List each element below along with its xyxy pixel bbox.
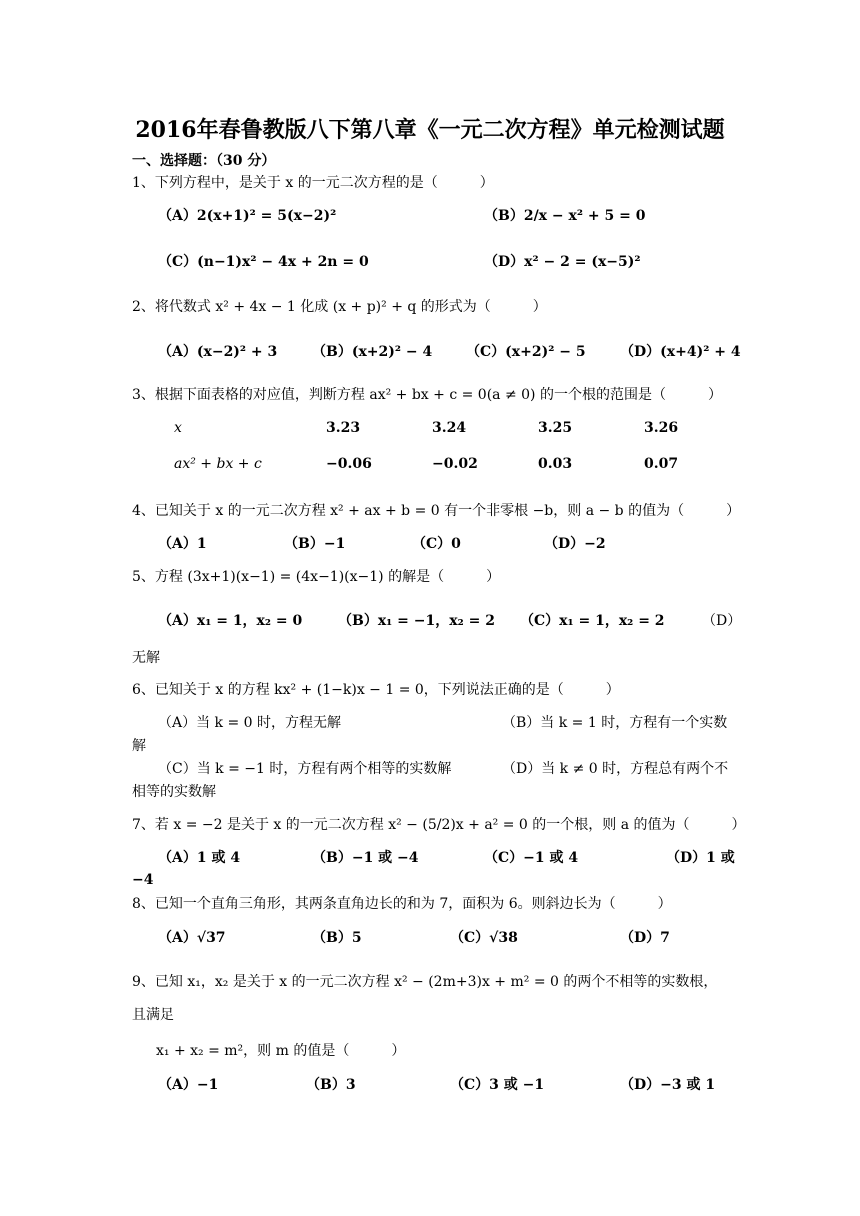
question-2-stem: 2、将代数式 x² + 4x − 1 化成 (x + p)² + q 的形式为（ ） xyxy=(132,299,547,315)
question-6-stem: 6、已知关于 x 的方程 kx² + (1−k)x − 1 = 0，下列说法正确的是（ ） xyxy=(132,682,620,698)
question-7-stem: 7、若 x = −2 是关于 x 的一元二次方程 x² − (5/2)x + a² = 0 的一个根，则 a 的值为（ ） xyxy=(132,817,746,833)
section-heading: 一、选择题：（30 分） xyxy=(132,153,276,169)
question-6-option-b-continued: 解 xyxy=(132,738,146,754)
page-title: 2016年春鲁教版八下第八章《一元二次方程》单元检测试题 xyxy=(135,117,725,143)
question-1-option-a: （A）2(x+1)² = 5(x−2)² xyxy=(158,208,337,224)
table-cell: 3.23 xyxy=(326,420,361,436)
question-6-option-d: （D）当 k ≠ 0 时，方程总有两个不 xyxy=(502,761,729,777)
question-9-stem-continued: 且满足 xyxy=(132,1007,174,1023)
question-1-option-c: （C）(n−1)x² − 4x + 2n = 0 xyxy=(158,254,369,270)
question-8-option-a: （A）√37 xyxy=(158,930,226,946)
question-6-option-c: （C）当 k = −1 时，方程有两个相等的实数解 xyxy=(158,761,452,777)
question-4-option-b: （B）−1 xyxy=(284,536,346,552)
question-2-option-b: （B）(x+2)² − 4 xyxy=(312,344,433,360)
question-9-option-a: （A）−1 xyxy=(158,1077,219,1093)
question-5-option-a: （A）x₁ = 1，x₂ = 0 xyxy=(158,613,303,629)
question-5-stem: 5、方程 (3x+1)(x−1) = (4x−1)(x−1) 的解是（ ） xyxy=(132,569,501,585)
question-7-option-b: （B）−1 或 −4 xyxy=(312,850,419,866)
question-5-option-b: （B）x₁ = −1，x₂ = 2 xyxy=(338,613,495,629)
table-cell: 3.26 xyxy=(644,420,679,436)
table-cell: 0.07 xyxy=(644,456,679,472)
question-6-option-d-continued: 相等的实数解 xyxy=(132,784,216,800)
question-7-option-a: （A）1 或 4 xyxy=(158,850,241,866)
question-7-option-d: （D）1 或 xyxy=(666,850,735,866)
question-9-stem: 9、已知 x₁，x₂ 是关于 x 的一元二次方程 x² − (2m+3)x + m² = 0 的两个不相等的实数根， xyxy=(132,974,718,990)
question-2-option-c: （C）(x+2)² − 5 xyxy=(466,344,586,360)
question-5-option-d: （D） xyxy=(702,613,742,629)
question-9-option-d: （D）−3 或 1 xyxy=(620,1077,716,1093)
question-8-option-c: （C）√38 xyxy=(450,930,518,946)
question-2-option-a: （A）(x−2)² + 3 xyxy=(158,344,278,360)
table-cell: −0.02 xyxy=(432,456,478,472)
table-cell: 0.03 xyxy=(538,456,573,472)
question-6-option-a: （A）当 k = 0 时，方程无解 xyxy=(158,715,342,731)
question-4-option-d: （D）−2 xyxy=(544,536,606,552)
question-1-stem: 1、下列方程中，是关于 x 的一元二次方程的是（ ） xyxy=(132,175,494,191)
question-1-option-b: （B）2/x − x² + 5 = 0 xyxy=(484,208,646,224)
question-8-option-b: （B）5 xyxy=(312,930,362,946)
question-8-option-d: （D）7 xyxy=(620,930,670,946)
question-4-option-a: （A）1 xyxy=(158,536,207,552)
question-1-option-d: （D）x² − 2 = (x−5)² xyxy=(484,254,641,270)
table-cell: 3.24 xyxy=(432,420,467,436)
question-9-option-c: （C）3 或 −1 xyxy=(450,1077,545,1093)
question-5-option-c: （C）x₁ = 1，x₂ = 2 xyxy=(520,613,665,629)
question-2-option-d: （D）(x+4)² + 4 xyxy=(620,344,741,360)
question-7-option-d-continued: −4 xyxy=(132,872,154,888)
table-row-label: x xyxy=(174,420,182,436)
table-row-label: ax² + bx + c xyxy=(174,456,262,472)
question-9-condition: x₁ + x₂ = m²，则 m 的值是（ ） xyxy=(156,1043,406,1059)
question-5-option-d-continued: 无解 xyxy=(132,650,160,666)
table-cell: 3.25 xyxy=(538,420,573,436)
question-8-stem: 8、已知一个直角三角形，其两条直角边长的和为 7，面积为 6。则斜边长为（ ） xyxy=(132,896,672,912)
question-3-stem: 3、根据下面表格的对应值，判断方程 ax² + bx + c = 0(a ≠ 0) 的一个根的范围是（ ） xyxy=(132,387,722,403)
question-4-stem: 4、已知关于 x 的一元二次方程 x² + ax + b = 0 有一个非零根 −b，则 a − b 的值为（ ） xyxy=(132,503,741,519)
question-4-option-c: （C）0 xyxy=(412,536,461,552)
question-9-option-b: （B）3 xyxy=(306,1077,356,1093)
question-6-option-b: （B）当 k = 1 时，方程有一个实数 xyxy=(502,715,728,731)
table-cell: −0.06 xyxy=(326,456,372,472)
question-7-option-c: （C）−1 或 4 xyxy=(484,850,579,866)
